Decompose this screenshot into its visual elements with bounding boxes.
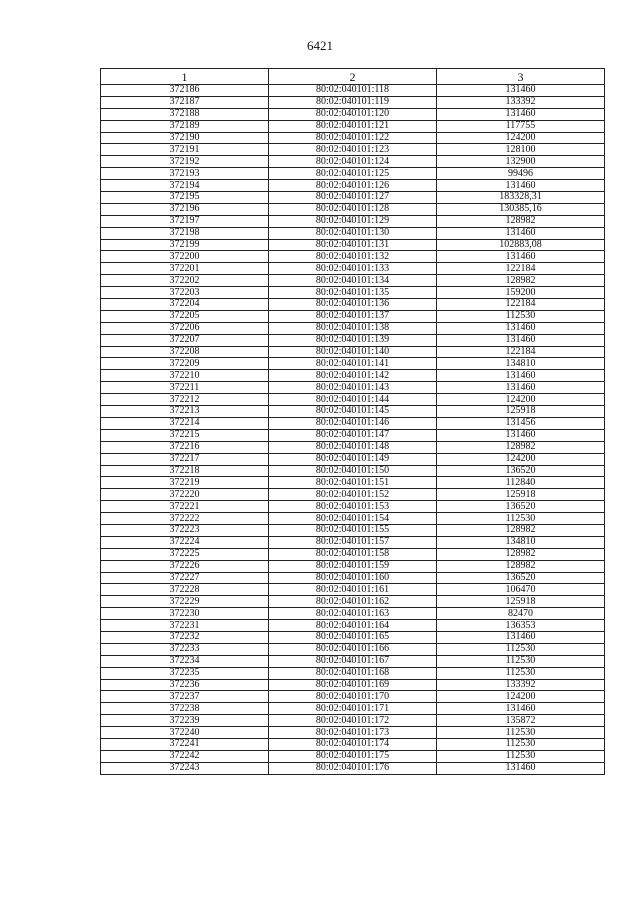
table-row	[101, 477, 605, 489]
table-row	[101, 655, 605, 667]
cell-number: 372240	[101, 727, 269, 739]
cell-value: 136520	[437, 465, 605, 477]
table-row	[101, 548, 605, 560]
cell-value: 128982	[437, 215, 605, 227]
table-row	[101, 596, 605, 608]
table-row	[101, 251, 605, 263]
cell-cadastral-id: 80:02:040101:119	[269, 96, 437, 108]
column-header-2: 2	[269, 69, 437, 85]
cell-number: 372189	[101, 120, 269, 132]
cell-number: 372234	[101, 655, 269, 667]
cell-value: 128982	[437, 548, 605, 560]
cell-cadastral-id: 80:02:040101:173	[269, 727, 437, 739]
cell-number: 372220	[101, 489, 269, 501]
table-row	[101, 667, 605, 679]
cell-number: 372191	[101, 144, 269, 156]
table-row	[101, 239, 605, 251]
cell-number: 372242	[101, 750, 269, 762]
cell-number: 372214	[101, 417, 269, 429]
cell-cadastral-id: 80:02:040101:133	[269, 263, 437, 275]
cell-number: 372217	[101, 453, 269, 465]
cell-number: 372221	[101, 501, 269, 513]
cell-value: 131460	[437, 762, 605, 774]
table-row	[101, 406, 605, 418]
cell-value: 130385,16	[437, 203, 605, 215]
cell-value: 133392	[437, 96, 605, 108]
cell-value: 112840	[437, 477, 605, 489]
cell-number: 372187	[101, 96, 269, 108]
cell-number: 372202	[101, 275, 269, 287]
cell-cadastral-id: 80:02:040101:127	[269, 192, 437, 204]
cell-cadastral-id: 80:02:040101:142	[269, 370, 437, 382]
table-row	[101, 441, 605, 453]
table-row	[101, 215, 605, 227]
cell-cadastral-id: 80:02:040101:118	[269, 85, 437, 97]
cell-number: 372231	[101, 620, 269, 632]
table-row	[101, 727, 605, 739]
table-row	[101, 287, 605, 299]
cell-value: 122184	[437, 346, 605, 358]
cell-number: 372207	[101, 334, 269, 346]
cell-cadastral-id: 80:02:040101:152	[269, 489, 437, 501]
cell-number: 372197	[101, 215, 269, 227]
cell-number: 372227	[101, 572, 269, 584]
cell-value: 112530	[437, 643, 605, 655]
cell-value: 131456	[437, 417, 605, 429]
cell-number: 372233	[101, 643, 269, 655]
cell-number: 372216	[101, 441, 269, 453]
cell-cadastral-id: 80:02:040101:172	[269, 715, 437, 727]
cell-cadastral-id: 80:02:040101:160	[269, 572, 437, 584]
cell-value: 117755	[437, 120, 605, 132]
cell-value: 124200	[437, 394, 605, 406]
table-row	[101, 703, 605, 715]
cell-value: 128982	[437, 524, 605, 536]
cell-value: 128982	[437, 441, 605, 453]
cell-value: 136520	[437, 572, 605, 584]
table-row	[101, 501, 605, 513]
table-header	[101, 69, 605, 85]
cell-number: 372204	[101, 299, 269, 311]
cell-cadastral-id: 80:02:040101:120	[269, 108, 437, 120]
cell-cadastral-id: 80:02:040101:153	[269, 501, 437, 513]
cell-cadastral-id: 80:02:040101:148	[269, 441, 437, 453]
cell-cadastral-id: 80:02:040101:122	[269, 132, 437, 144]
cell-number: 372213	[101, 406, 269, 418]
cell-cadastral-id: 80:02:040101:134	[269, 275, 437, 287]
cell-value: 122184	[437, 263, 605, 275]
table-row	[101, 584, 605, 596]
cell-value: 82470	[437, 608, 605, 620]
cell-cadastral-id: 80:02:040101:147	[269, 429, 437, 441]
cell-number: 372212	[101, 394, 269, 406]
cell-number: 372198	[101, 227, 269, 239]
cell-cadastral-id: 80:02:040101:170	[269, 691, 437, 703]
table-row	[101, 453, 605, 465]
cell-number: 372222	[101, 513, 269, 525]
table-row	[101, 631, 605, 643]
cell-value: 131460	[437, 227, 605, 239]
cell-cadastral-id: 80:02:040101:131	[269, 239, 437, 251]
table-row	[101, 263, 605, 275]
cell-number: 372235	[101, 667, 269, 679]
table-row	[101, 227, 605, 239]
cell-value: 112530	[437, 727, 605, 739]
cell-number: 372215	[101, 429, 269, 441]
table-row	[101, 180, 605, 192]
cell-cadastral-id: 80:02:040101:155	[269, 524, 437, 536]
table-row	[101, 429, 605, 441]
cell-value: 131460	[437, 429, 605, 441]
table-row	[101, 572, 605, 584]
cell-number: 372200	[101, 251, 269, 263]
cell-value: 131460	[437, 703, 605, 715]
cell-value: 128982	[437, 560, 605, 572]
cell-number: 372188	[101, 108, 269, 120]
table-row	[101, 394, 605, 406]
cell-value: 133392	[437, 679, 605, 691]
cell-value: 124200	[437, 132, 605, 144]
cell-number: 372236	[101, 679, 269, 691]
cell-cadastral-id: 80:02:040101:132	[269, 251, 437, 263]
table-row	[101, 382, 605, 394]
cell-cadastral-id: 80:02:040101:162	[269, 596, 437, 608]
table-row	[101, 120, 605, 132]
cell-value: 131460	[437, 370, 605, 382]
cell-number: 372224	[101, 536, 269, 548]
table-row	[101, 370, 605, 382]
cell-cadastral-id: 80:02:040101:136	[269, 299, 437, 311]
cell-number: 372218	[101, 465, 269, 477]
cell-number: 372239	[101, 715, 269, 727]
cell-value: 122184	[437, 299, 605, 311]
table-row	[101, 762, 605, 774]
cell-number: 372205	[101, 310, 269, 322]
table-row	[101, 715, 605, 727]
cell-cadastral-id: 80:02:040101:125	[269, 168, 437, 180]
cell-value: 131460	[437, 180, 605, 192]
cell-value: 124200	[437, 453, 605, 465]
cell-number: 372223	[101, 524, 269, 536]
cell-cadastral-id: 80:02:040101:174	[269, 738, 437, 750]
cell-number: 372241	[101, 738, 269, 750]
table-row	[101, 358, 605, 370]
table-row	[101, 203, 605, 215]
cell-cadastral-id: 80:02:040101:149	[269, 453, 437, 465]
cell-cadastral-id: 80:02:040101:159	[269, 560, 437, 572]
table-row	[101, 322, 605, 334]
column-header-1: 1	[101, 69, 269, 85]
table-row	[101, 679, 605, 691]
cell-value: 125918	[437, 406, 605, 418]
cell-cadastral-id: 80:02:040101:167	[269, 655, 437, 667]
cell-value: 159200	[437, 287, 605, 299]
cell-number: 372186	[101, 85, 269, 97]
cell-cadastral-id: 80:02:040101:129	[269, 215, 437, 227]
table-row	[101, 310, 605, 322]
cell-cadastral-id: 80:02:040101:121	[269, 120, 437, 132]
cell-number: 372193	[101, 168, 269, 180]
cell-cadastral-id: 80:02:040101:171	[269, 703, 437, 715]
cell-value: 112530	[437, 655, 605, 667]
cell-cadastral-id: 80:02:040101:145	[269, 406, 437, 418]
table-row	[101, 738, 605, 750]
cell-cadastral-id: 80:02:040101:158	[269, 548, 437, 560]
cell-number: 372192	[101, 156, 269, 168]
cell-value: 112530	[437, 738, 605, 750]
table-row	[101, 192, 605, 204]
cell-cadastral-id: 80:02:040101:163	[269, 608, 437, 620]
table-row	[101, 643, 605, 655]
cell-cadastral-id: 80:02:040101:135	[269, 287, 437, 299]
table-row	[101, 346, 605, 358]
cell-value: 131460	[437, 322, 605, 334]
cell-value: 112530	[437, 310, 605, 322]
cell-cadastral-id: 80:02:040101:139	[269, 334, 437, 346]
cell-value: 134810	[437, 536, 605, 548]
cell-cadastral-id: 80:02:040101:124	[269, 156, 437, 168]
table-row	[101, 299, 605, 311]
cell-number: 372232	[101, 631, 269, 643]
cell-value: 131460	[437, 251, 605, 263]
cell-value: 102883,08	[437, 239, 605, 251]
cell-value: 131460	[437, 334, 605, 346]
cell-number: 372203	[101, 287, 269, 299]
cell-value: 125918	[437, 489, 605, 501]
cell-number: 372206	[101, 322, 269, 334]
cell-value: 131460	[437, 382, 605, 394]
cell-number: 372230	[101, 608, 269, 620]
cell-number: 372199	[101, 239, 269, 251]
table-row	[101, 334, 605, 346]
table-row	[101, 691, 605, 703]
table-row	[101, 85, 605, 97]
cell-number: 372195	[101, 192, 269, 204]
table-row	[101, 750, 605, 762]
cell-cadastral-id: 80:02:040101:123	[269, 144, 437, 156]
cell-value: 106470	[437, 584, 605, 596]
table-row	[101, 168, 605, 180]
cell-number: 372237	[101, 691, 269, 703]
cell-value: 135872	[437, 715, 605, 727]
cell-number: 372226	[101, 560, 269, 572]
cell-cadastral-id: 80:02:040101:166	[269, 643, 437, 655]
table-row	[101, 620, 605, 632]
data-table	[100, 68, 605, 775]
cell-value: 183328,31	[437, 192, 605, 204]
cell-cadastral-id: 80:02:040101:151	[269, 477, 437, 489]
cell-number: 372238	[101, 703, 269, 715]
cell-number: 372201	[101, 263, 269, 275]
cell-cadastral-id: 80:02:040101:168	[269, 667, 437, 679]
cell-cadastral-id: 80:02:040101:126	[269, 180, 437, 192]
table-row	[101, 536, 605, 548]
table-row	[101, 489, 605, 501]
cell-cadastral-id: 80:02:040101:164	[269, 620, 437, 632]
cell-cadastral-id: 80:02:040101:157	[269, 536, 437, 548]
cell-number: 372225	[101, 548, 269, 560]
cell-number: 372243	[101, 762, 269, 774]
cell-number: 372229	[101, 596, 269, 608]
cell-value: 112530	[437, 667, 605, 679]
cell-value: 128100	[437, 144, 605, 156]
table-row	[101, 108, 605, 120]
cell-number: 372219	[101, 477, 269, 489]
table-row	[101, 417, 605, 429]
cell-cadastral-id: 80:02:040101:130	[269, 227, 437, 239]
cell-number: 372209	[101, 358, 269, 370]
cell-value: 134810	[437, 358, 605, 370]
cell-value: 125918	[437, 596, 605, 608]
cell-cadastral-id: 80:02:040101:143	[269, 382, 437, 394]
table-body	[101, 85, 605, 775]
table-row	[101, 560, 605, 572]
cell-value: 99496	[437, 168, 605, 180]
cell-cadastral-id: 80:02:040101:144	[269, 394, 437, 406]
cell-cadastral-id: 80:02:040101:169	[269, 679, 437, 691]
cell-cadastral-id: 80:02:040101:176	[269, 762, 437, 774]
cell-cadastral-id: 80:02:040101:175	[269, 750, 437, 762]
cell-value: 136520	[437, 501, 605, 513]
cell-value: 131460	[437, 631, 605, 643]
table-row	[101, 275, 605, 287]
table-row	[101, 465, 605, 477]
table-row	[101, 524, 605, 536]
cell-cadastral-id: 80:02:040101:165	[269, 631, 437, 643]
cell-cadastral-id: 80:02:040101:138	[269, 322, 437, 334]
table-row	[101, 132, 605, 144]
cell-number: 372190	[101, 132, 269, 144]
cell-cadastral-id: 80:02:040101:161	[269, 584, 437, 596]
table-row	[101, 96, 605, 108]
cell-cadastral-id: 80:02:040101:140	[269, 346, 437, 358]
cell-value: 124200	[437, 691, 605, 703]
table-row	[101, 156, 605, 168]
cell-number: 372228	[101, 584, 269, 596]
page-number: 6421	[307, 38, 333, 53]
header-row	[101, 69, 605, 85]
cell-value: 131460	[437, 108, 605, 120]
cell-cadastral-id: 80:02:040101:128	[269, 203, 437, 215]
cell-number: 372211	[101, 382, 269, 394]
cell-cadastral-id: 80:02:040101:154	[269, 513, 437, 525]
cell-number: 372210	[101, 370, 269, 382]
cell-cadastral-id: 80:02:040101:141	[269, 358, 437, 370]
cell-value: 112530	[437, 513, 605, 525]
cell-value: 132900	[437, 156, 605, 168]
cell-cadastral-id: 80:02:040101:146	[269, 417, 437, 429]
cell-value: 136353	[437, 620, 605, 632]
cell-value: 131460	[437, 85, 605, 97]
table-row	[101, 144, 605, 156]
table-row	[101, 608, 605, 620]
cell-cadastral-id: 80:02:040101:150	[269, 465, 437, 477]
cell-value: 128982	[437, 275, 605, 287]
cell-number: 372196	[101, 203, 269, 215]
cell-number: 372208	[101, 346, 269, 358]
cell-value: 112530	[437, 750, 605, 762]
table-row	[101, 513, 605, 525]
cell-number: 372194	[101, 180, 269, 192]
column-header-3: 3	[437, 69, 605, 85]
cell-cadastral-id: 80:02:040101:137	[269, 310, 437, 322]
